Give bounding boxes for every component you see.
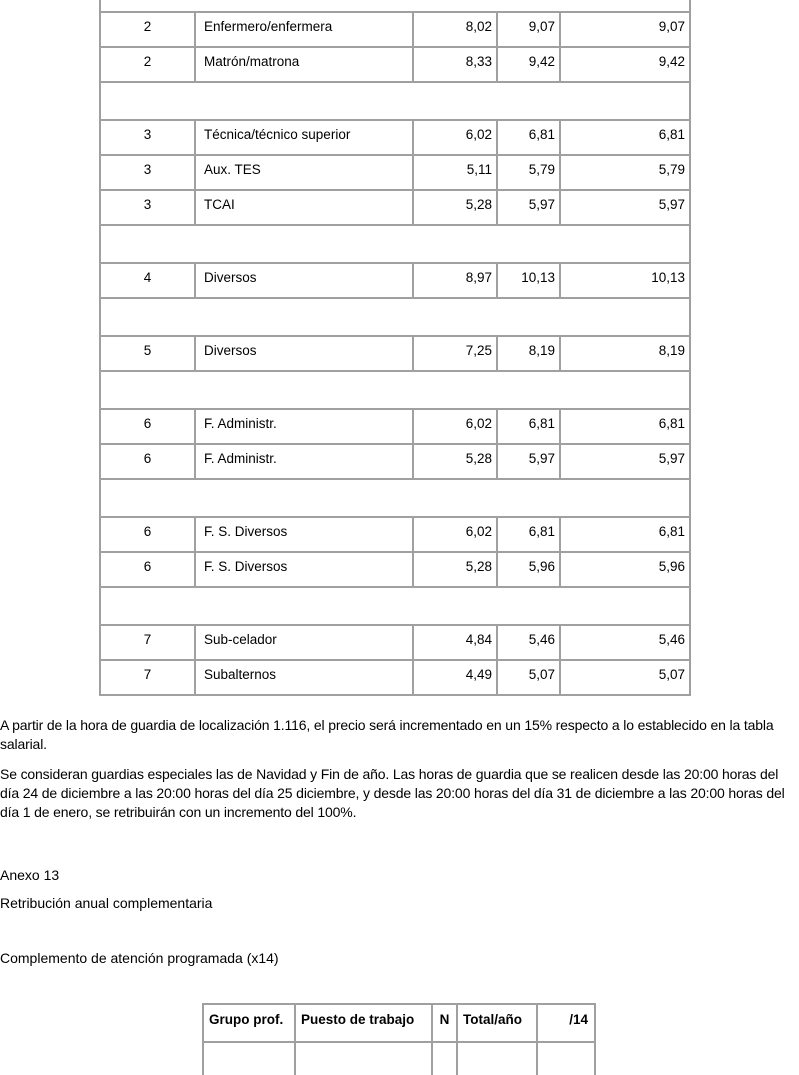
group-cell: 4	[100, 263, 195, 298]
rate-cell: 6,02	[413, 517, 497, 552]
rate-cell: 5,07	[560, 660, 690, 695]
empty-cell	[203, 1042, 295, 1075]
table-row	[100, 336, 690, 371]
rate-cell: 8,33	[413, 47, 497, 82]
annex-title: Anexo 13	[0, 867, 60, 883]
spacer-cell	[100, 298, 690, 336]
rate-cell: 10,13	[560, 263, 690, 298]
spacer-cell	[100, 225, 690, 263]
rate-cell: 8,19	[497, 336, 560, 371]
position-cell: Matrón/matrona	[195, 47, 413, 82]
position-cell: Diversos	[195, 336, 413, 371]
rate-cell: 5,96	[497, 552, 560, 587]
rate-cell: 5,46	[560, 625, 690, 660]
rate-cell: 6,81	[560, 409, 690, 444]
rate-cell: 8,97	[413, 263, 497, 298]
rate-cell: 6,81	[497, 120, 560, 155]
header-n: N	[432, 1004, 457, 1042]
rate-cell: 6,02	[413, 409, 497, 444]
spacer-cell	[100, 587, 690, 625]
spacer-row	[100, 0, 690, 12]
rate-cell: 9,42	[560, 47, 690, 82]
rate-cell: 5,97	[560, 190, 690, 225]
rate-cell: 4,49	[413, 660, 497, 695]
rate-cell: 5,07	[497, 660, 560, 695]
group-cell: 2	[100, 47, 195, 82]
header-grupo-prof: Grupo prof.	[203, 1004, 295, 1042]
header-total-ano: Total/año	[457, 1004, 537, 1042]
position-cell: Enfermero/enfermera	[195, 12, 413, 47]
empty-cell	[537, 1042, 595, 1075]
header-row	[203, 1004, 595, 1042]
table-row	[100, 625, 690, 660]
rate-cell: 9,42	[497, 47, 560, 82]
position-cell: F. S. Diversos	[195, 517, 413, 552]
rate-cell: 5,97	[560, 444, 690, 479]
position-cell: Aux. TES	[195, 155, 413, 190]
rate-cell: 5,28	[413, 552, 497, 587]
spacer-row	[100, 225, 690, 263]
rate-cell: 6,02	[413, 120, 497, 155]
rate-cell: 9,07	[497, 12, 560, 47]
rate-cell: 6,81	[560, 517, 690, 552]
position-cell: F. Administr.	[195, 444, 413, 479]
position-cell: F. Administr.	[195, 409, 413, 444]
group-cell: 5	[100, 336, 195, 371]
spacer-cell	[100, 82, 690, 120]
position-cell: TCAI	[195, 190, 413, 225]
group-cell: 6	[100, 517, 195, 552]
rate-cell: 5,97	[497, 190, 560, 225]
table-row	[100, 155, 690, 190]
partial-row	[203, 1042, 595, 1075]
rate-cell: 5,11	[413, 155, 497, 190]
guard-price-table	[99, 0, 691, 696]
position-cell: Diversos	[195, 263, 413, 298]
spacer-row	[100, 82, 690, 120]
rate-cell: 5,79	[560, 155, 690, 190]
rate-cell: 6,81	[560, 120, 690, 155]
rate-cell: 9,07	[560, 12, 690, 47]
rate-cell: 8,19	[560, 336, 690, 371]
group-cell: 6	[100, 409, 195, 444]
table-row	[100, 552, 690, 587]
table-row	[100, 263, 690, 298]
group-cell: 6	[100, 552, 195, 587]
position-cell: F. S. Diversos	[195, 552, 413, 587]
table-row	[100, 12, 690, 47]
rate-cell: 4,84	[413, 625, 497, 660]
group-cell: 3	[100, 155, 195, 190]
group-cell: 7	[100, 660, 195, 695]
position-cell: Sub-celador	[195, 625, 413, 660]
table-row	[100, 47, 690, 82]
group-cell: 6	[100, 444, 195, 479]
group-cell: 3	[100, 120, 195, 155]
spacer-row	[100, 587, 690, 625]
table-row	[100, 660, 690, 695]
table-row	[100, 444, 690, 479]
spacer-row	[100, 298, 690, 336]
rate-cell: 5,79	[497, 155, 560, 190]
table-row	[100, 190, 690, 225]
rate-cell: 6,81	[497, 517, 560, 552]
rate-cell: 5,28	[413, 190, 497, 225]
rate-cell: 5,97	[497, 444, 560, 479]
rate-cell: 8,02	[413, 12, 497, 47]
position-cell: Subalternos	[195, 660, 413, 695]
header-per-14: /14	[537, 1004, 595, 1042]
rate-cell: 5,28	[413, 444, 497, 479]
table-row	[100, 517, 690, 552]
rate-cell: 10,13	[497, 263, 560, 298]
paragraph-localizacion: A partir de la hora de guardia de localización 1.116, el precio será incrementado en un 15% respecto a lo establecido en la tabla salarial.	[0, 717, 774, 752]
group-cell: 7	[100, 625, 195, 660]
spacer-row	[100, 479, 690, 517]
group-cell: 2	[100, 12, 195, 47]
spacer-cell	[100, 479, 690, 517]
section-title: Complemento de atención programada (x14)	[0, 950, 279, 966]
position-cell: Técnica/técnico superior	[195, 120, 413, 155]
empty-cell	[432, 1042, 457, 1075]
header-puesto-de-trabajo: Puesto de trabajo	[295, 1004, 432, 1042]
paragraph-guardias-especiales: Se consideran guardias especiales las de Navidad y Fin de año. Las horas de guardia que se realicen desde las 20:00 horas del día 24 de diciembre a las 20:00 horas del día 25 diciembre, y desde las 20:00 horas del día 31 de diciembre a las 20:00 horas del día 1 de enero, se retribuirán con un incremento del 100%.	[0, 766, 785, 820]
empty-cell	[295, 1042, 432, 1075]
empty-cell	[457, 1042, 537, 1075]
rate-cell: 7,25	[413, 336, 497, 371]
table-row	[100, 120, 690, 155]
programada-table	[202, 1003, 596, 1075]
rate-cell: 6,81	[497, 409, 560, 444]
table-row	[100, 409, 690, 444]
spacer-cell	[100, 0, 690, 12]
annex-subtitle: Retribución anual complementaria	[0, 895, 213, 911]
rate-cell: 5,46	[497, 625, 560, 660]
spacer-row	[100, 371, 690, 409]
rate-cell: 5,96	[560, 552, 690, 587]
spacer-cell	[100, 371, 690, 409]
group-cell: 3	[100, 190, 195, 225]
